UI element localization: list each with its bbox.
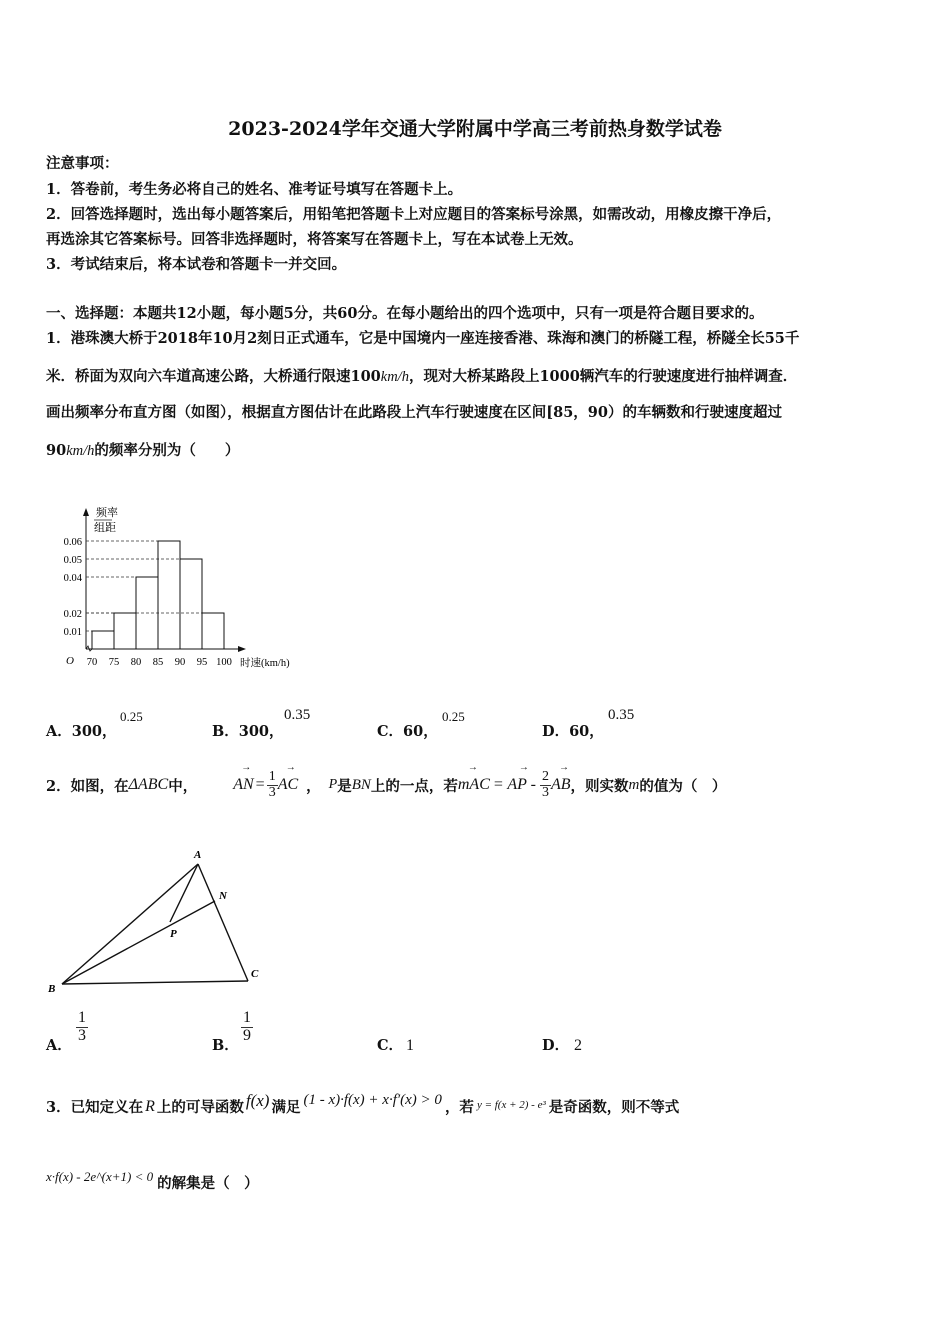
y-tick-label: 0.04 — [63, 573, 82, 584]
y-label-bottom: 组距 — [94, 522, 116, 534]
x-tick-label: 80 — [130, 657, 142, 668]
vertex-label-c: C — [251, 968, 259, 980]
q3-stem: 3．已知定义在 R 上的可导函数 f(x) 满足 (1 - x)·f(x) + x·f′(x) > 0 ，若 y = f(x + 2) - e³ 是奇函数，则不等式 — [46, 1090, 680, 1116]
vector-m-ac: → mAC — [457, 762, 490, 794]
q1-option-c[interactable]: C．60， — [377, 723, 438, 740]
histogram-bar — [202, 613, 224, 649]
q2-option-b[interactable]: B． — [212, 1037, 239, 1054]
x-tick-label: 95 — [196, 657, 208, 668]
side-ab — [62, 864, 198, 984]
x-tick-label: 100 — [216, 657, 232, 668]
q1-option-c-value: 0.25 — [442, 709, 465, 724]
notice-heading: 注意事项： — [46, 155, 119, 172]
vector-ab: → AB — [550, 762, 571, 794]
x-tick-label: 85 — [152, 657, 164, 668]
histogram-bar — [114, 613, 136, 649]
q1-line: 1．港珠澳大桥于2018年10月2刻日正式通车，它是中国境内一座连接香港、珠海和澳门的桥隧工程，桥隧全长55千 — [46, 330, 800, 347]
q2-option-a[interactable]: A． — [46, 1037, 72, 1054]
q1-option-d-value: 0.35 — [608, 707, 635, 723]
vector-an: → AN — [233, 762, 254, 794]
q2-stem: 2．如图，在 ΔABC 中， → AN = $\frac{1}{3}$ → AC ， P 是 BN 上的一点，若 → mAC → = AP - $\frac{2}{3}$ → AB ，则实数 m 的值为（ ） — [46, 762, 727, 800]
frequency-histogram — [44, 500, 314, 676]
q2-option-a-fraction: $\frac{1}{3}$ — [78, 1009, 86, 1044]
histogram-bar — [92, 631, 114, 649]
y-label-top: 频率 — [96, 507, 118, 519]
q2-option-d[interactable]: D． — [542, 1037, 570, 1054]
vector-ac: → AC — [277, 762, 299, 794]
segment-bn — [62, 901, 215, 984]
q1-line: 90km/h的频率分别为（ ） — [46, 442, 240, 459]
q1-line: 米．桥面为双向六车道高速公路，大桥通行限速100km/h，现对大桥某路段上1000辆汽车的行驶速度进行抽样调查． — [46, 368, 798, 385]
x-axis-arrow — [238, 646, 246, 652]
y-tick-label: 0.06 — [63, 537, 82, 548]
x-tick-label: 70 — [86, 657, 98, 668]
q1-option-d[interactable]: D．60， — [542, 723, 604, 740]
segment-ap — [170, 864, 198, 922]
y-axis-arrow — [83, 508, 89, 516]
y-tick-label: 0.02 — [63, 609, 82, 620]
vertex-label-b: B — [48, 983, 56, 995]
histogram-bar — [158, 541, 180, 649]
triangle-figure — [44, 844, 274, 996]
q3-line2: x·f(x) - 2e^(x+1) < 0 的解集是（ ） — [46, 1168, 259, 1192]
q2-option-d-value: 2 — [574, 1037, 582, 1054]
point-label-n: N — [219, 890, 227, 902]
vertex-label-a: A — [194, 849, 202, 861]
origin-label: O — [66, 655, 74, 667]
side-bc — [62, 981, 248, 984]
notice-item: 再选涂其它答案标号。回答非选择题时，将答案写在答题卡上，写在本试卷上无效。 — [46, 231, 583, 248]
page-title: 2023-2024学年交通大学附属中学高三考前热身数学试卷 — [228, 118, 722, 140]
q1-option-b[interactable]: B．300， — [212, 723, 284, 740]
side-ac — [198, 864, 248, 981]
q1-option-a-value: 0.25 — [120, 709, 143, 724]
q2-option-c-value: 1 — [406, 1037, 414, 1054]
q2-option-c[interactable]: C． — [377, 1037, 404, 1054]
q1-option-b-value: 0.35 — [284, 707, 311, 723]
x-axis-label: 时速(km/h) — [240, 658, 290, 669]
notice-item: 1．答卷前，考生务必将自己的姓名、准考证号填写在答题卡上。 — [46, 181, 463, 198]
y-tick-label: 0.05 — [63, 555, 82, 566]
x-tick-label: 90 — [174, 657, 186, 668]
point-label-p: P — [170, 928, 177, 940]
q1-option-a[interactable]: A．300， — [46, 723, 117, 740]
q1-line: 画出频率分布直方图（如图），根据直方图估计在此路段上汽车行驶速度在区间[85，90）的车辆数和行驶速度超过 — [46, 404, 782, 421]
section-heading: 一、选择题：本题共12小题，每小题5分，共60分。在每小题给出的四个选项中，只有一项是符合题目要求的。 — [46, 305, 764, 322]
vector-ap: → = AP - — [492, 762, 536, 794]
notice-item: 2．回答选择题时，选出每小题答案后，用铅笔把答题卡上对应题目的答案标号涂黑，如需改动，用橡皮擦干净后， — [46, 206, 782, 223]
histogram-bar — [180, 559, 202, 649]
notice-item: 3．考试结束后，将本试卷和答题卡一并交回。 — [46, 256, 347, 273]
y-tick-label: 0.01 — [63, 627, 82, 638]
x-tick-label: 75 — [108, 657, 120, 668]
q2-option-b-fraction: $\frac{1}{9}$ — [243, 1009, 251, 1044]
